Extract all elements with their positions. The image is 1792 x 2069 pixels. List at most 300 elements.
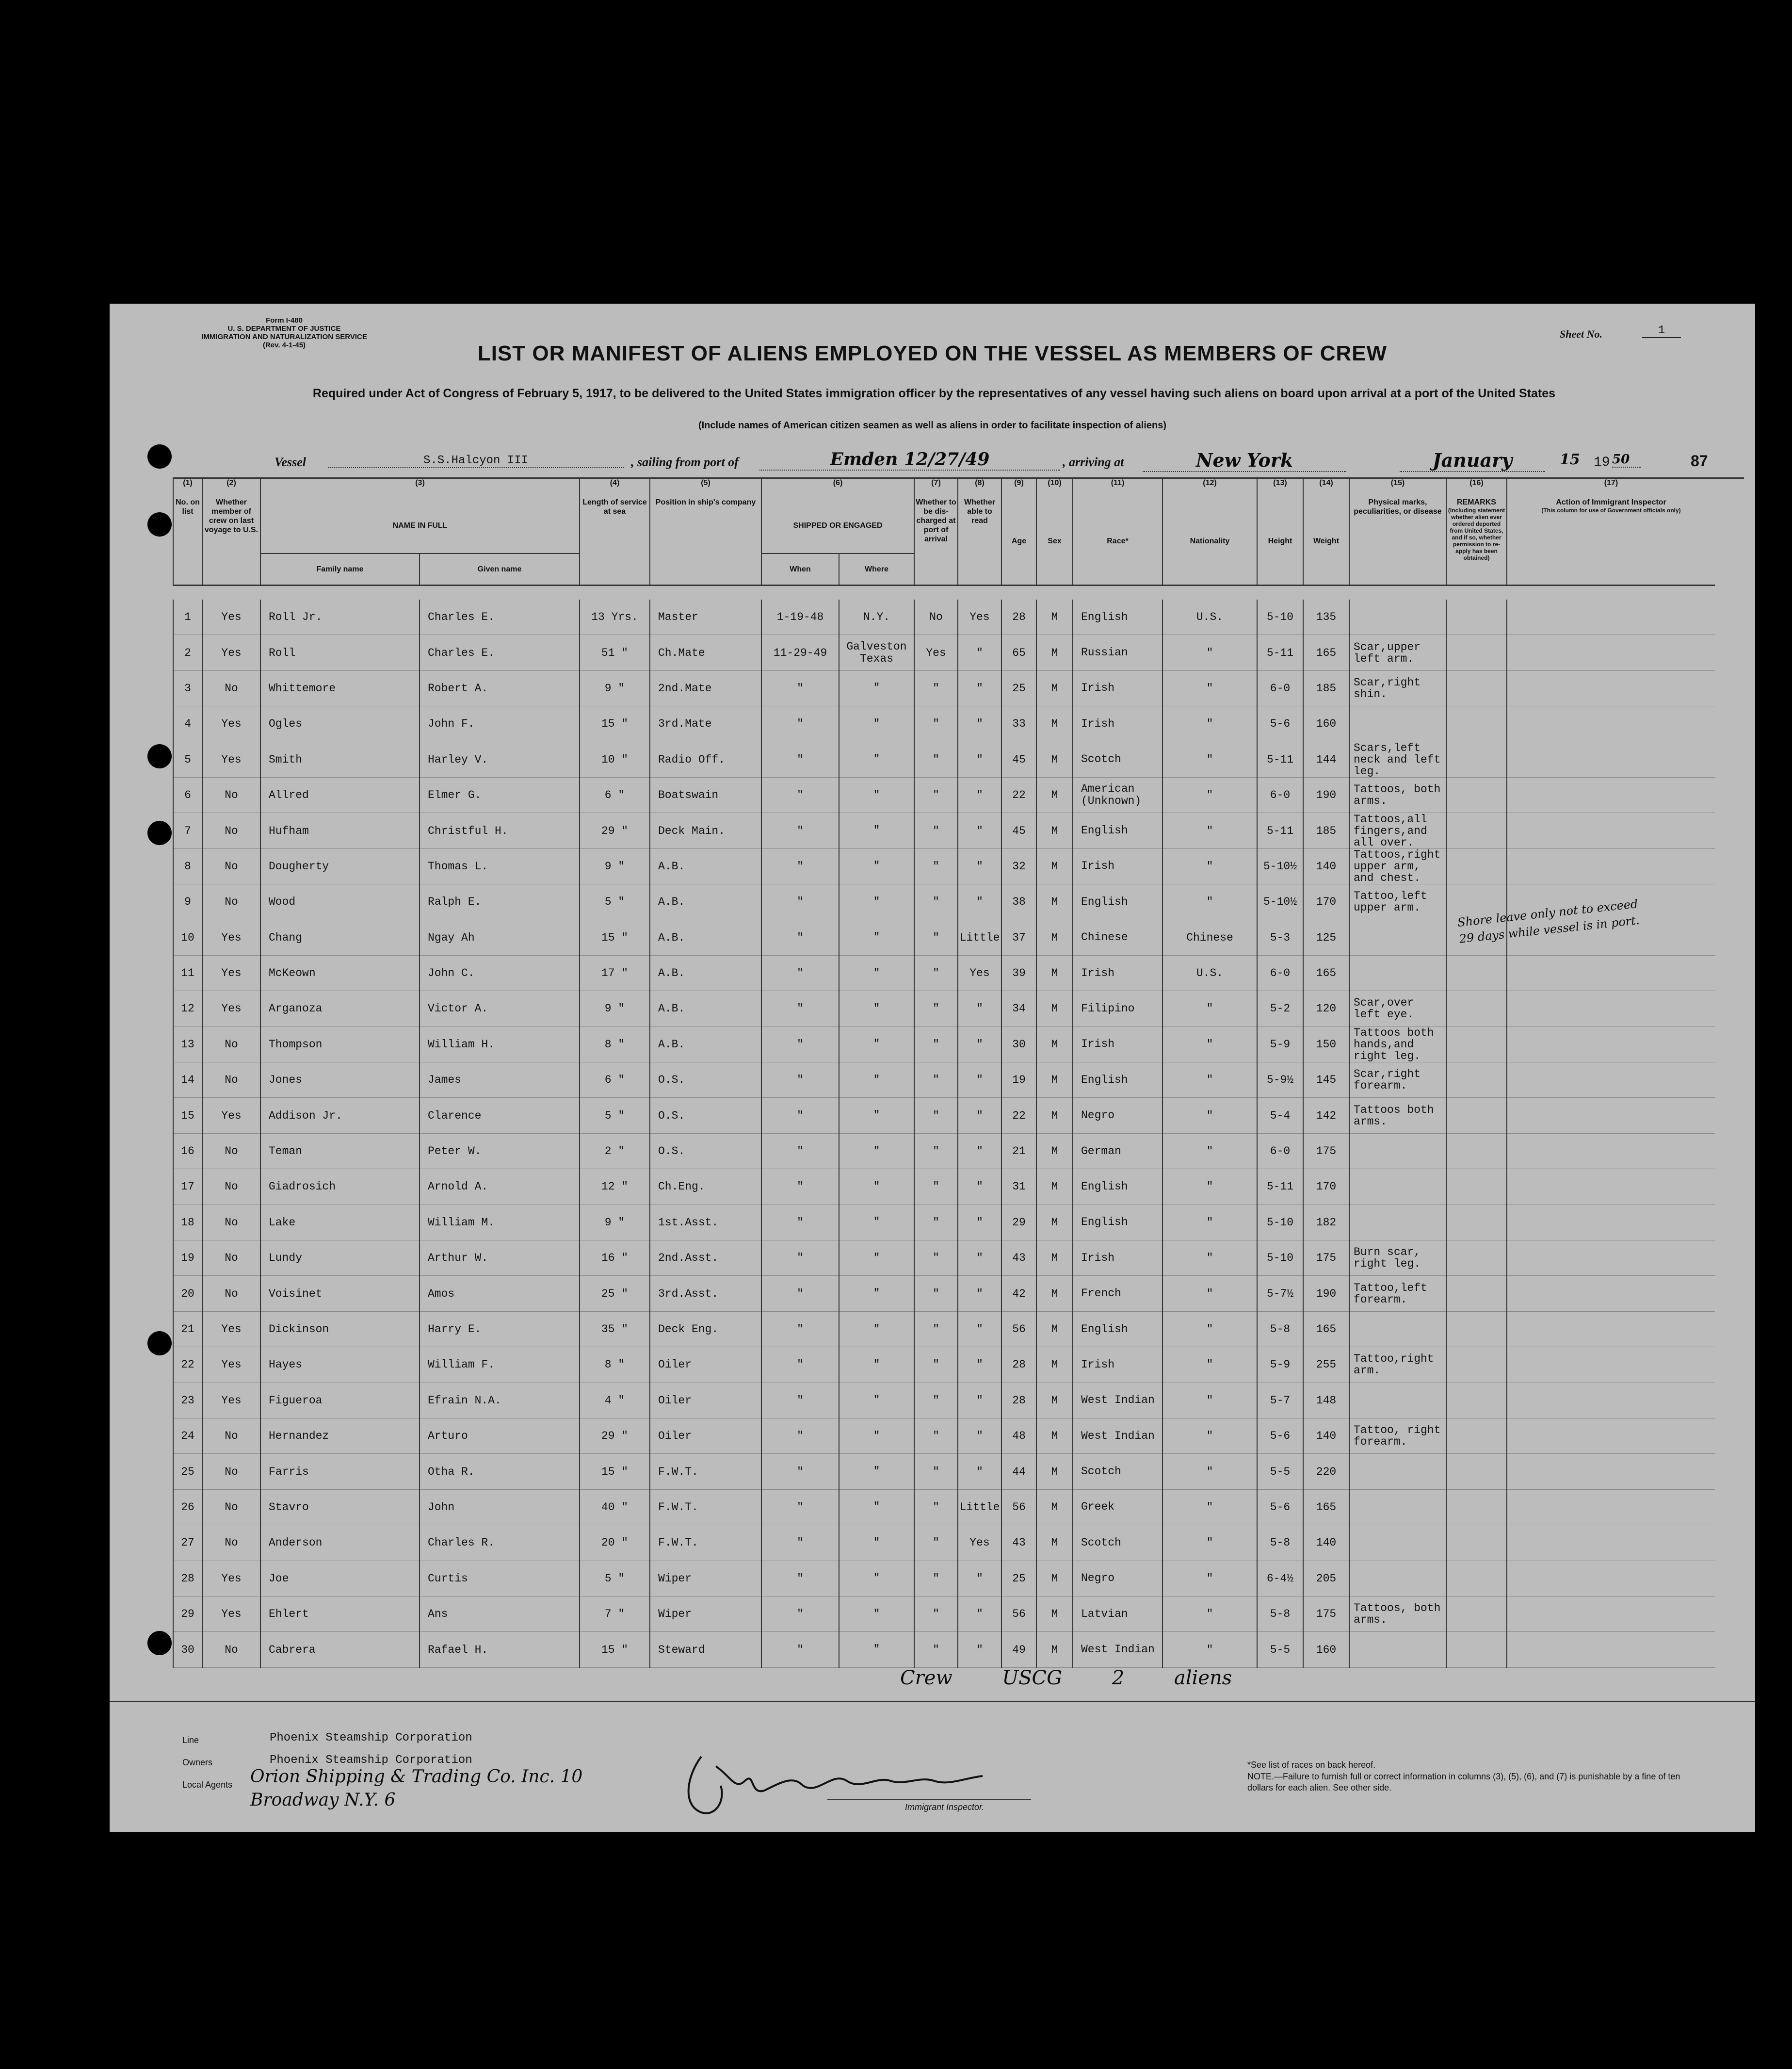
shipped-when: "	[761, 1383, 839, 1418]
remarks-cell	[1446, 600, 1507, 635]
shipped-when: "	[761, 955, 839, 991]
row-number: 27	[173, 1525, 202, 1561]
remarks-cell	[1446, 1347, 1507, 1383]
weight: 144	[1303, 742, 1349, 777]
member-flag: Yes	[202, 1098, 260, 1133]
able-to-read: "	[958, 1240, 1001, 1276]
age: 42	[1001, 1276, 1036, 1311]
remarks-cell	[1446, 1454, 1507, 1489]
race: American (Unknown)	[1073, 777, 1162, 813]
weight: 220	[1303, 1454, 1349, 1489]
col-num-7: (7)	[914, 478, 958, 498]
family-name: Thompson	[260, 1026, 420, 1062]
race: Filipino	[1073, 991, 1162, 1026]
race: Chinese	[1073, 920, 1162, 955]
able-to-read: Yes	[958, 955, 1001, 991]
physical-marks: Tattoos both hands,and right leg.	[1349, 1026, 1446, 1062]
col-header-name: NAME IN FULL	[260, 498, 580, 554]
physical-marks: Scar,right shin.	[1349, 670, 1446, 706]
given-name: Charles E.	[420, 635, 580, 670]
table-row	[173, 1489, 1715, 1525]
discharged-flag: "	[914, 884, 958, 920]
row-number: 26	[173, 1489, 202, 1525]
age: 56	[1001, 1596, 1036, 1631]
family-name: Ehlert	[260, 1596, 420, 1631]
able-to-read: "	[958, 670, 1001, 706]
weight: 205	[1303, 1561, 1349, 1596]
shipped-when: "	[761, 1632, 839, 1667]
table-row	[173, 1347, 1715, 1383]
table-row	[173, 1454, 1715, 1489]
col-num-14: (14)	[1303, 478, 1349, 498]
row-number: 29	[173, 1596, 202, 1631]
remarks-cell	[1446, 1632, 1507, 1667]
sex: M	[1036, 1098, 1073, 1133]
length-of-service: 51 "	[580, 635, 650, 670]
age: 25	[1001, 1561, 1036, 1596]
physical-marks: Tattoos,right upper arm, and chest.	[1349, 848, 1446, 884]
shipped-where: "	[839, 1240, 914, 1276]
remarks-cell	[1446, 1383, 1507, 1418]
remarks-cell	[1446, 1276, 1507, 1311]
col-header-remarks	[1446, 498, 1507, 585]
discharged-flag: "	[914, 706, 958, 742]
nationality: "	[1162, 1418, 1257, 1453]
age: 32	[1001, 848, 1036, 884]
able-to-read: "	[958, 1169, 1001, 1205]
shipped-where: "	[839, 1133, 914, 1169]
weight: 175	[1303, 1596, 1349, 1631]
given-name: John	[420, 1489, 580, 1525]
length-of-service: 15 "	[580, 1632, 650, 1667]
physical-marks: Tattoo,right arm.	[1349, 1347, 1446, 1383]
height: 5-10½	[1257, 884, 1303, 920]
ship-position: A.B.	[650, 884, 761, 920]
shipped-where: "	[839, 706, 914, 742]
shipped-when: "	[761, 777, 839, 813]
col-num-13: (13)	[1257, 478, 1303, 498]
given-name: Arthur W.	[420, 1240, 580, 1276]
race: Irish	[1073, 1240, 1162, 1276]
discharged-flag: "	[914, 1347, 958, 1383]
table-row	[173, 742, 1715, 777]
length-of-service: 4 "	[580, 1383, 650, 1418]
table-row	[173, 635, 1715, 670]
length-of-service: 5 "	[580, 884, 650, 920]
physical-marks: Scar,right forearm.	[1349, 1062, 1446, 1098]
sex: M	[1036, 884, 1073, 920]
table-row	[173, 1383, 1715, 1418]
race: English	[1073, 884, 1162, 920]
sex: M	[1036, 813, 1073, 848]
vessel-name: S.S.Halcyon III	[328, 454, 624, 468]
able-to-read: Yes	[958, 1525, 1001, 1561]
family-name: Dickinson	[260, 1311, 420, 1347]
weight: 145	[1303, 1062, 1349, 1098]
family-name: Smith	[260, 742, 420, 777]
nationality: U.S.	[1162, 955, 1257, 991]
col-num-1: (1)	[173, 478, 202, 498]
discharged-flag: "	[914, 670, 958, 706]
able-to-read: "	[958, 1276, 1001, 1311]
table-row	[173, 670, 1715, 706]
able-to-read: "	[958, 706, 1001, 742]
discharged-flag: "	[914, 813, 958, 848]
row-number: 8	[173, 848, 202, 884]
race: Scotch	[1073, 1454, 1162, 1489]
ship-position: 2nd.Asst.	[650, 1240, 761, 1276]
shipped-where: "	[839, 1525, 914, 1561]
manifest-sheet	[110, 304, 1755, 1832]
sex: M	[1036, 1169, 1073, 1205]
family-name: Lundy	[260, 1240, 420, 1276]
able-to-read: "	[958, 635, 1001, 670]
ship-position: Deck Eng.	[650, 1311, 761, 1347]
row-number: 23	[173, 1383, 202, 1418]
sex: M	[1036, 1596, 1073, 1631]
race: English	[1073, 1205, 1162, 1240]
nationality: "	[1162, 1311, 1257, 1347]
age: 29	[1001, 1205, 1036, 1240]
family-name: Wood	[260, 884, 420, 920]
remarks-cell	[1446, 635, 1507, 670]
race: French	[1073, 1276, 1162, 1311]
binder-hole	[147, 512, 172, 537]
shipped-when: "	[761, 1276, 839, 1311]
remarks-cell	[1446, 1133, 1507, 1169]
shipped-where: N.Y.	[839, 600, 914, 635]
shipped-when: "	[761, 1489, 839, 1525]
remarks-cell	[1446, 991, 1507, 1026]
sex: M	[1036, 920, 1073, 955]
physical-marks	[1349, 1561, 1446, 1596]
physical-marks	[1349, 1454, 1446, 1489]
sex: M	[1036, 1347, 1073, 1383]
family-name: Roll	[260, 635, 420, 670]
length-of-service: 29 "	[580, 1418, 650, 1453]
sheet-number-label: Sheet No.	[1560, 328, 1602, 340]
discharged-flag: "	[914, 1454, 958, 1489]
family-name: McKeown	[260, 955, 420, 991]
table-row	[173, 706, 1715, 742]
table-row	[173, 1632, 1715, 1667]
shipped-when: "	[761, 706, 839, 742]
discharged-flag: "	[914, 1276, 958, 1311]
row-number: 19	[173, 1240, 202, 1276]
race: Scotch	[1073, 742, 1162, 777]
length-of-service: 9 "	[580, 991, 650, 1026]
age: 43	[1001, 1240, 1036, 1276]
given-name: Efrain N.A.	[420, 1383, 580, 1418]
remarks-cell	[1446, 1098, 1507, 1133]
row-number: 4	[173, 706, 202, 742]
table-row	[173, 1525, 1715, 1561]
shipped-where: "	[839, 1205, 914, 1240]
family-name: Hufham	[260, 813, 420, 848]
given-name: Harry E.	[420, 1311, 580, 1347]
given-name: Rafael H.	[420, 1632, 580, 1667]
age: 25	[1001, 670, 1036, 706]
shipped-when: 1-19-48	[761, 600, 839, 635]
given-name: Elmer G.	[420, 777, 580, 813]
nationality: "	[1162, 848, 1257, 884]
nationality: "	[1162, 1276, 1257, 1311]
row-number: 1	[173, 600, 202, 635]
remarks-cell	[1446, 1311, 1507, 1347]
length-of-service: 16 "	[580, 1240, 650, 1276]
weight: 165	[1303, 955, 1349, 991]
nationality: "	[1162, 884, 1257, 920]
row-number: 28	[173, 1561, 202, 1596]
nationality: "	[1162, 991, 1257, 1026]
member-flag: No	[202, 1525, 260, 1561]
given-name: Charles E.	[420, 600, 580, 635]
discharged-flag: "	[914, 1026, 958, 1062]
discharged-flag: No	[914, 600, 958, 635]
given-name: Robert A.	[420, 670, 580, 706]
physical-marks: Scar,over left eye.	[1349, 991, 1446, 1026]
nationality: "	[1162, 635, 1257, 670]
race: English	[1073, 1169, 1162, 1205]
height: 6-0	[1257, 777, 1303, 813]
ship-position: Boatswain	[650, 777, 761, 813]
physical-marks: Tattoos, both arms.	[1349, 777, 1446, 813]
row-number: 16	[173, 1133, 202, 1169]
length-of-service: 10 "	[580, 742, 650, 777]
action-cell	[1507, 777, 1715, 813]
weight: 140	[1303, 1525, 1349, 1561]
height: 5-10	[1257, 600, 1303, 635]
remarks-cell	[1446, 706, 1507, 742]
action-cell	[1507, 1026, 1715, 1062]
remarks-cell	[1446, 777, 1507, 813]
able-to-read: "	[958, 1098, 1001, 1133]
able-to-read: "	[958, 1418, 1001, 1453]
ship-position: A.B.	[650, 920, 761, 955]
member-flag: No	[202, 1133, 260, 1169]
physical-marks: Tattoo,left upper arm.	[1349, 884, 1446, 920]
length-of-service: 9 "	[580, 670, 650, 706]
height: 6-0	[1257, 955, 1303, 991]
length-of-service: 13 Yrs.	[580, 600, 650, 635]
age: 31	[1001, 1169, 1036, 1205]
remarks-cell	[1446, 955, 1507, 991]
weight: 160	[1303, 706, 1349, 742]
age: 48	[1001, 1418, 1036, 1453]
table-row	[173, 1169, 1715, 1205]
physical-marks: Scars,left neck and left leg.	[1349, 742, 1446, 777]
sex: M	[1036, 1062, 1073, 1098]
binder-hole	[147, 1331, 172, 1355]
shipped-where: "	[839, 1026, 914, 1062]
ship-position: A.B.	[650, 1026, 761, 1062]
able-to-read: "	[958, 1383, 1001, 1418]
member-flag: Yes	[202, 1347, 260, 1383]
member-flag: Yes	[202, 1311, 260, 1347]
action-title: Action of Immigrant Inspector	[1556, 498, 1666, 506]
length-of-service: 40 "	[580, 1489, 650, 1525]
sex: M	[1036, 1205, 1073, 1240]
row-number: 13	[173, 1026, 202, 1062]
able-to-read: "	[958, 848, 1001, 884]
shipped-when: "	[761, 1454, 839, 1489]
table-row	[173, 1240, 1715, 1276]
height: 5-10	[1257, 1240, 1303, 1276]
ship-position: O.S.	[650, 1098, 761, 1133]
given-name: William F.	[420, 1347, 580, 1383]
length-of-service: 6 "	[580, 1062, 650, 1098]
footer-top-rule	[110, 1701, 1755, 1702]
sex: M	[1036, 1276, 1073, 1311]
height: 5-8	[1257, 1525, 1303, 1561]
weight: 185	[1303, 670, 1349, 706]
shipped-when: "	[761, 1561, 839, 1596]
height: 6-0	[1257, 670, 1303, 706]
weight: 175	[1303, 1240, 1349, 1276]
member-flag: No	[202, 670, 260, 706]
sex: M	[1036, 1240, 1073, 1276]
physical-marks: Tattoos both arms.	[1349, 1098, 1446, 1133]
member-flag: Yes	[202, 991, 260, 1026]
member-flag: Yes	[202, 1596, 260, 1631]
physical-marks	[1349, 1133, 1446, 1169]
row-number: 14	[173, 1062, 202, 1098]
ship-position: Steward	[650, 1632, 761, 1667]
able-to-read: "	[958, 742, 1001, 777]
race: English	[1073, 1062, 1162, 1098]
table-row	[173, 1205, 1715, 1240]
ship-position: O.S.	[650, 1062, 761, 1098]
col-header-physical: Physical marks, peculiarities, or disease	[1349, 498, 1446, 585]
vessel-label: Vessel	[274, 455, 306, 469]
row-number: 7	[173, 813, 202, 848]
physical-marks	[1349, 955, 1446, 991]
col-num-8: (8)	[958, 478, 1001, 498]
nationality: "	[1162, 706, 1257, 742]
voyage-line	[110, 449, 1755, 473]
discharged-flag: "	[914, 1098, 958, 1133]
shipped-where: "	[839, 1454, 914, 1489]
crew-table	[173, 478, 1715, 1668]
remarks-cell	[1446, 1596, 1507, 1631]
action-cell	[1507, 706, 1715, 742]
given-name: Victor A.	[420, 991, 580, 1026]
col-num-11: (11)	[1073, 478, 1162, 498]
arrival-day: 15	[1560, 451, 1580, 468]
length-of-service: 9 "	[580, 848, 650, 884]
height: 5-2	[1257, 991, 1303, 1026]
weight: 150	[1303, 1026, 1349, 1062]
race: West Indian	[1073, 1632, 1162, 1667]
shipped-where: "	[839, 1561, 914, 1596]
races-note: *See list of races on back hereof.	[1247, 1760, 1376, 1770]
race: Greek	[1073, 1489, 1162, 1525]
sex: M	[1036, 635, 1073, 670]
col-num-10: (10)	[1036, 478, 1073, 498]
col-header-given: Given name	[420, 554, 580, 585]
ship-position: F.W.T.	[650, 1489, 761, 1525]
nationality: "	[1162, 1133, 1257, 1169]
col-header-length: Length of service at sea	[580, 498, 650, 585]
action-cell	[1507, 600, 1715, 635]
given-name: Ans	[420, 1596, 580, 1631]
able-to-read: "	[958, 1596, 1001, 1631]
height: 5-11	[1257, 635, 1303, 670]
height: 5-11	[1257, 742, 1303, 777]
arriving-label: , arriving at	[1063, 455, 1124, 469]
row-number: 24	[173, 1418, 202, 1453]
given-name: Arnold A.	[420, 1169, 580, 1205]
ship-position: Oiler	[650, 1418, 761, 1453]
shore-leave-note: Shore leave only not to exceed 29 days while vessel is in port.	[1456, 896, 1640, 946]
shipped-where: "	[839, 1311, 914, 1347]
action-cell	[1507, 1098, 1715, 1133]
table-row	[173, 1133, 1715, 1169]
given-name: Clarence	[420, 1098, 580, 1133]
discharged-flag: "	[914, 955, 958, 991]
remarks-cell	[1446, 1561, 1507, 1596]
nationality: "	[1162, 1596, 1257, 1631]
sex: M	[1036, 777, 1073, 813]
race: German	[1073, 1133, 1162, 1169]
sex: M	[1036, 1454, 1073, 1489]
weight: 148	[1303, 1383, 1349, 1418]
shipped-when: "	[761, 813, 839, 848]
able-to-read: "	[958, 884, 1001, 920]
table-row	[173, 848, 1715, 884]
able-to-read: "	[958, 1311, 1001, 1347]
ship-position: A.B.	[650, 991, 761, 1026]
member-flag: No	[202, 777, 260, 813]
ship-position: Wiper	[650, 1561, 761, 1596]
crew-count-note: Crew USCG 2 aliens	[900, 1667, 1232, 1689]
race: English	[1073, 1311, 1162, 1347]
height: 5-9	[1257, 1347, 1303, 1383]
owners-value: Phoenix Steamship Corporation	[270, 1754, 472, 1767]
row-number: 3	[173, 670, 202, 706]
nationality: "	[1162, 670, 1257, 706]
nationality: "	[1162, 1525, 1257, 1561]
agents-label: Local Agents	[182, 1780, 233, 1790]
sex: M	[1036, 1489, 1073, 1525]
physical-marks: Tattoos, both arms.	[1349, 1596, 1446, 1631]
age: 44	[1001, 1454, 1036, 1489]
document-instruction: (Include names of American citizen seamen as well as aliens in order to facilitate inspection of aliens)	[698, 420, 1167, 431]
remarks-cell	[1446, 742, 1507, 777]
shipped-where: "	[839, 1098, 914, 1133]
shipped-where: "	[839, 1632, 914, 1667]
table-row	[173, 955, 1715, 991]
physical-marks	[1349, 1525, 1446, 1561]
age: 38	[1001, 884, 1036, 920]
member-flag: No	[202, 1489, 260, 1525]
member-flag: No	[202, 813, 260, 848]
member-flag: Yes	[202, 742, 260, 777]
nationality: "	[1162, 1383, 1257, 1418]
physical-marks	[1349, 1205, 1446, 1240]
remarks-title: REMARKS	[1457, 498, 1496, 506]
action-cell	[1507, 1169, 1715, 1205]
discharged-flag: "	[914, 848, 958, 884]
action-cell	[1507, 813, 1715, 848]
discharged-flag: "	[914, 920, 958, 955]
discharged-flag: "	[914, 1525, 958, 1561]
discharged-flag: "	[914, 1240, 958, 1276]
member-flag: Yes	[202, 635, 260, 670]
table-row	[173, 1596, 1715, 1631]
sex: M	[1036, 1418, 1073, 1453]
col-header-position: Position in ship's company	[650, 498, 761, 585]
